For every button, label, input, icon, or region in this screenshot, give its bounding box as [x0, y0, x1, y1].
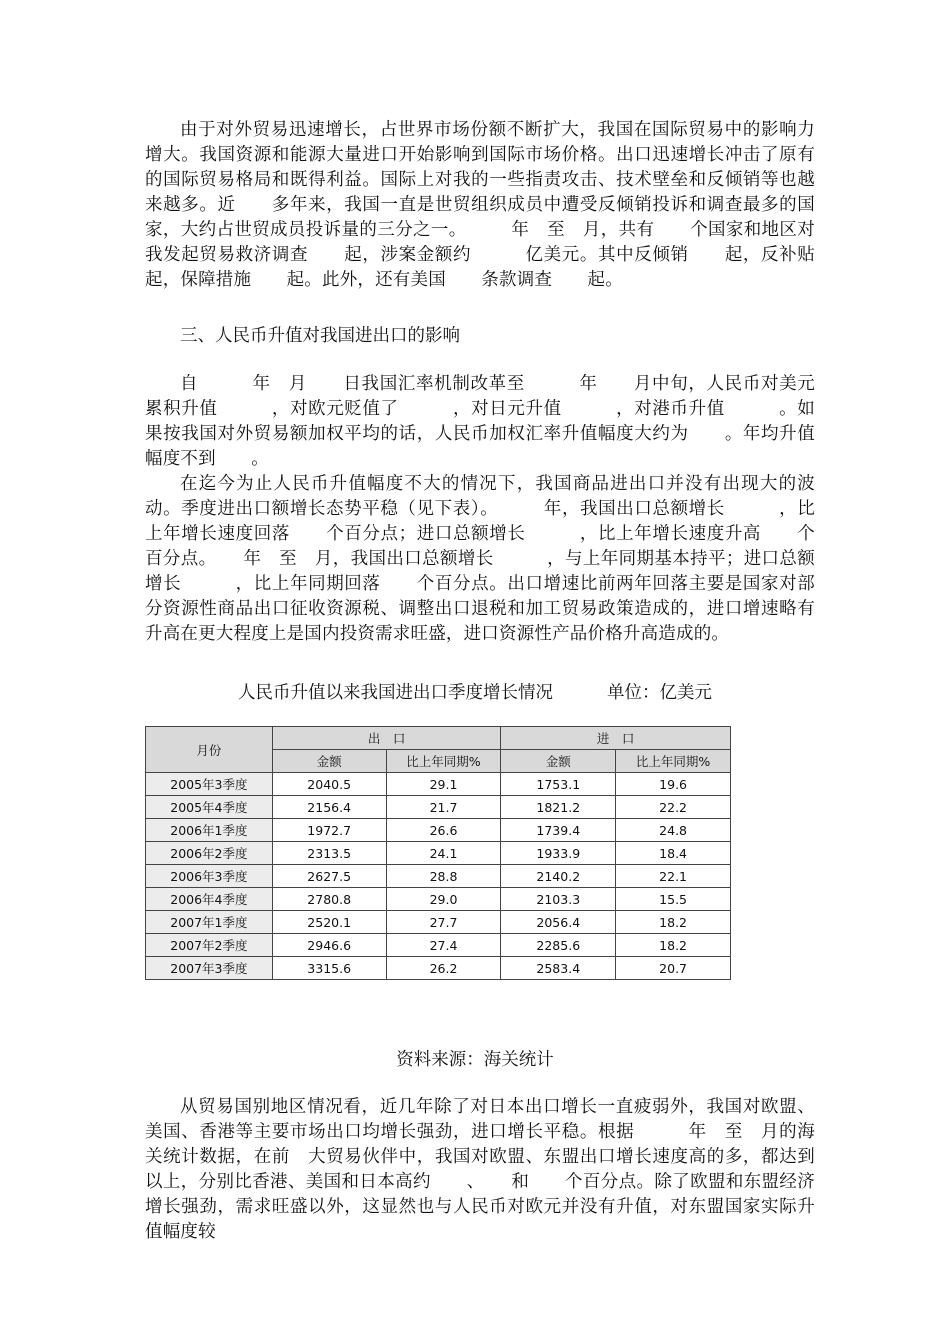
header-export-amount: 金额	[272, 750, 386, 773]
cell-export-amount: 2040.5	[272, 773, 386, 796]
table-row	[146, 842, 731, 865]
cell-period: 2007年3季度	[146, 957, 273, 980]
cell-export-yoy: 29.0	[386, 888, 501, 911]
table-caption	[238, 679, 712, 704]
cell-import-yoy: 19.6	[616, 773, 731, 796]
header-import-yoy: 比上年同期%	[616, 750, 731, 773]
table-row	[146, 911, 731, 934]
cell-import-amount: 2140.2	[501, 865, 616, 888]
cell-import-yoy: 22.2	[616, 796, 731, 819]
cell-import-amount: 2103.3	[501, 888, 616, 911]
table-row	[146, 819, 731, 842]
header-import-amount: 金额	[501, 750, 616, 773]
cell-import-amount: 2583.4	[501, 957, 616, 980]
paragraph-trade-growth: 在迄今为止人民币升值幅度不大的情况下，我国商品进出口并没有出现大的波动。季度进出口额增长态势平稳（见下表）。 年，我国出口总额增长 ，比上年增长速度回落 个百分点；进口总额增长 ，比上年增长速度升高 个百分点。 年 至 月，我国出口总额增长 ，与上年同期基本持平；进口总额增长 ，比上年同期回落 个百分点。出口增速比前两年回落主要是国家对部分资源性商品出口征收资源税、调整出口退税和加工贸易政策造成的，进口增速略有升高在更大程度上是国内投资需求旺盛，进口资源性产品价格升高造成的。	[145, 474, 815, 644]
header-import: 进 口	[501, 727, 731, 750]
cell-import-amount: 2056.4	[501, 911, 616, 934]
paragraph-trade-regions: 从贸易国别地区情况看，近几年除了对日本出口增长一直疲弱外，我国对欧盟、美国、香港等主要市场出口均增长强劲，进口增长平稳。根据 年 至 月的海关统计数据，在前 大贸易伙伴中，我国对欧盟、东盟出口增长速度高的多，都达到 以上，分别比香港、美国和日本高约 、 和 个百分点。除了欧盟和东盟经济增长强劲，需求旺盛以外，这显然也与人民币对欧元并没有升值，对东盟国家实际升值幅度较	[145, 1097, 851, 1242]
cell-export-amount: 1972.7	[272, 819, 386, 842]
cell-import-amount: 1753.1	[501, 773, 616, 796]
cell-export-amount: 2520.1	[272, 911, 386, 934]
cell-import-amount: 1821.2	[501, 796, 616, 819]
cell-import-yoy: 18.2	[616, 934, 731, 957]
cell-export-yoy: 27.4	[386, 934, 501, 957]
cell-export-amount: 2780.8	[272, 888, 386, 911]
table-unit: 单位：亿美元	[607, 683, 712, 703]
cell-import-amount: 1933.9	[501, 842, 616, 865]
table-title: 人民币升值以来我国进出口季度增长情况	[238, 683, 553, 703]
data-source-note: 资料来源：海关统计	[396, 1050, 554, 1070]
table-header-row	[146, 727, 731, 750]
cell-import-amount: 1739.4	[501, 819, 616, 842]
cell-import-yoy: 15.5	[616, 888, 731, 911]
header-export: 出 口	[272, 727, 501, 750]
cell-export-amount: 2313.5	[272, 842, 386, 865]
cell-export-amount: 2627.5	[272, 865, 386, 888]
cell-export-yoy: 24.1	[386, 842, 501, 865]
cell-import-yoy: 18.2	[616, 911, 731, 934]
cell-export-yoy: 26.6	[386, 819, 501, 842]
cell-period: 2006年4季度	[146, 888, 273, 911]
cell-import-yoy: 18.4	[616, 842, 731, 865]
cell-export-amount: 2946.6	[272, 934, 386, 957]
cell-period: 2006年3季度	[146, 865, 273, 888]
paragraph-rmb-appreciation: 自 年 月 日我国汇率机制改革至 年 月中旬，人民币对美元累积升值 ，对欧元贬值了 ，对日元升值 ，对港币升值 。如果按我国对外贸易额加权平均的话，人民币加权汇率升值幅度大约为 。年均升值幅度不到 。	[145, 374, 815, 469]
header-export-yoy: 比上年同期%	[386, 750, 501, 773]
table-row	[146, 796, 731, 819]
cell-import-amount: 2285.6	[501, 934, 616, 957]
table-row	[146, 934, 731, 957]
cell-export-yoy: 29.1	[386, 773, 501, 796]
cell-export-yoy: 27.7	[386, 911, 501, 934]
table-row	[146, 888, 731, 911]
paragraph-trade-influence: 由于对外贸易迅速增长，占世界市场份额不断扩大，我国在国际贸易中的影响力增大。我国资源和能源大量进口开始影响到国际市场价格。出口迅速增长冲击了原有的国际贸易格局和既得利益。国际上对我的一些指责攻击、技术壁垒和反倾销等也越来越多。近 多年来，我国一直是世贸组织成员中遭受反倾销投诉和调查最多的国家，大约占世贸成员投诉量的三分之一。 年 至 月，共有 个国家和地区对我发起贸易救济调查 起，涉案金额约 亿美元。其中反倾销 起，反补贴 起，保障措施 起。此外，还有美国 条款调查 起。	[145, 120, 833, 290]
cell-period: 2007年2季度	[146, 934, 273, 957]
cell-import-yoy: 24.8	[616, 819, 731, 842]
cell-export-amount: 2156.4	[272, 796, 386, 819]
cell-period: 2005年4季度	[146, 796, 273, 819]
trade-growth-table	[145, 726, 731, 980]
cell-period: 2006年1季度	[146, 819, 273, 842]
cell-period: 2005年3季度	[146, 773, 273, 796]
cell-export-yoy: 21.7	[386, 796, 501, 819]
cell-import-yoy: 22.1	[616, 865, 731, 888]
table-row	[146, 957, 731, 980]
cell-import-yoy: 20.7	[616, 957, 731, 980]
cell-export-yoy: 28.8	[386, 865, 501, 888]
header-period: 月份	[146, 727, 273, 773]
table-row	[146, 865, 731, 888]
table-row	[146, 773, 731, 796]
cell-export-yoy: 26.2	[386, 957, 501, 980]
cell-export-amount: 3315.6	[272, 957, 386, 980]
section-heading: 三、人民币升值对我国进出口的影响	[180, 326, 460, 346]
cell-period: 2006年2季度	[146, 842, 273, 865]
cell-period: 2007年1季度	[146, 911, 273, 934]
